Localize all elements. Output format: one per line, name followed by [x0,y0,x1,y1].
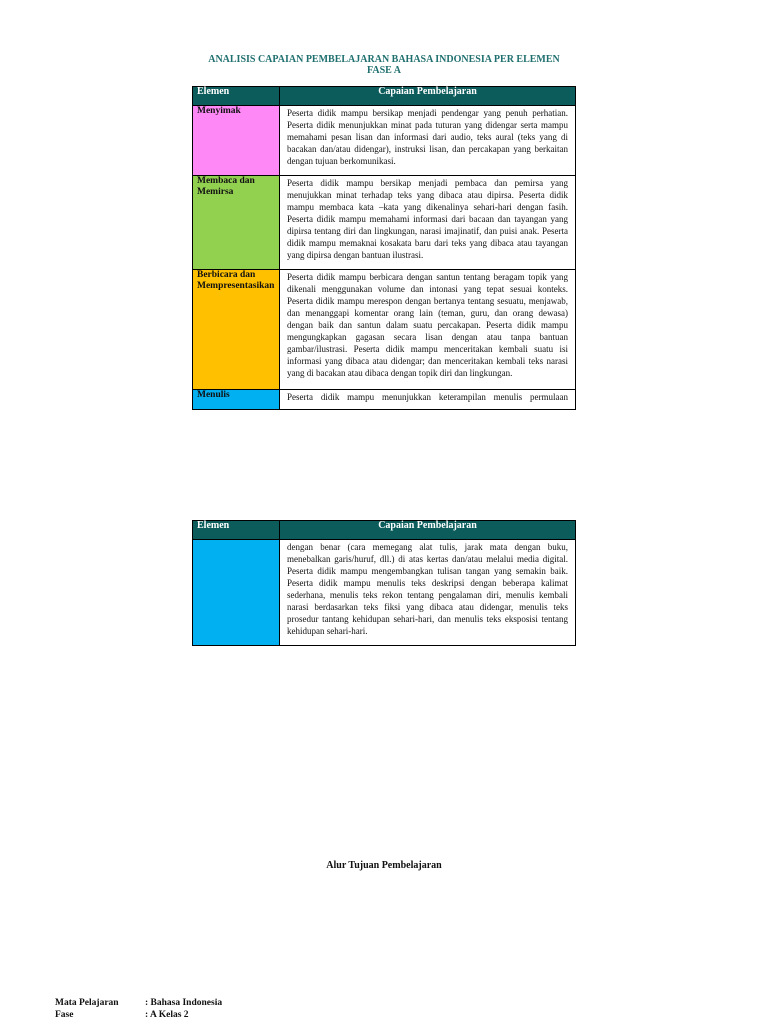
elemen-cell-membaca: Membaca dan Memirsa [193,176,280,270]
meta-value: : A Kelas 2 [145,1010,189,1020]
table-row [193,390,576,410]
meta-row-fase [55,1010,189,1020]
header-elemen: Elemen [193,87,280,106]
table-row [193,270,576,390]
header-capaian: Capaian Pembelajaran [280,521,576,540]
meta-label: Mata Pelajaran [55,998,119,1008]
meta-label: Fase [55,1010,74,1020]
capaian-cell-menyimak: Peserta didik mampu bersikap menjadi pendengar yang penuh perhatian. Peserta didik menunjukkan minat pada tuturan yang didengar serta mampu memahami pesan lisan dan informasi dari audio, teks aural (teks yang di bacakan dan/atau didengar), instruksi lisan, dan percakapan yang berkaitan dengan tujuan berkomunikasi. [280,106,576,176]
title-line-2: FASE A [367,65,401,76]
header-capaian: Capaian Pembelajaran [280,87,576,106]
table-row [193,176,576,270]
title-line-1: ANALISIS CAPAIAN PEMBELAJARAN BAHASA INDONESIA PER ELEMEN [208,54,560,65]
document-title [0,54,768,76]
table-row [193,106,576,176]
table-row [193,540,576,646]
capaian-table-continued [192,520,576,646]
capaian-cell-berbicara: Peserta didik mampu berbicara dengan santun tentang beragam topik yang dikenali menggunakan volume dan intonasi yang tepat sesuai konteks. Peserta didik mampu merespon dengan bertanya tentang sesuatu, menjawab, dan menanggapi komentar orang lain (teman, guru, dan orang dewasa) dengan baik dan santun dalam suatu percakapan. Peserta didik mampu mengungkapkan gagasan secara lisan dengan atau tanpa bantuan gambar/ilustrasi. Peserta didik mampu menceritakan kembali suatu isi informasi yang dibaca atau didengar; dan menceritakan kembali teks narasi yang di bacakan atau dibaca dengan topik diri dan lingkungan. [280,270,576,390]
meta-value: : Bahasa Indonesia [145,998,223,1008]
capaian-cell-membaca: Peserta didik mampu bersikap menjadi pembaca dan pemirsa yang menujukkan minat terhadap teks yang dibaca atau dipirsa. Peserta didik mampu membaca kata –kata yang dikenalinya sehari-hari dengan fasih. Peserta didik mampu memahami informasi dari bacaan dan tayangan yang dipirsa tentang diri dan lingkungan, narasi imajinatif, dan puisi anak. Peserta didik mampu memaknai kosakata baru dari teks yang dibaca atau tayangan yang dipirsa dengan bantuan ilustrasi. [280,176,576,270]
capaian-table [192,86,576,410]
header-elemen: Elemen [193,521,280,540]
elemen-cell-menyimak: Menyimak [193,106,280,176]
meta-row-mata-pelajaran [55,998,222,1008]
capaian-cell-menulis: Peserta didik mampu menunjukkan keterampilan menulis permulaan [280,390,576,410]
table-header-row [193,521,576,540]
table-header-row [193,87,576,106]
elemen-cell-menulis-continued [193,540,280,646]
elemen-cell-menulis: Menulis [193,390,280,410]
section-subtitle: Alur Tujuan Pembelajaran [326,860,442,871]
elemen-cell-berbicara: Berbicara dan Mempresentasikan [193,270,280,390]
capaian-cell-menulis-continued: dengan benar (cara memegang alat tulis, jarak mata dengan buku, menebalkan garis/huruf, dll.) di atas kertas dan/atau melalui media digital. Peserta didik mampu mengembangkan tulisan tangan yang semakin baik. Peserta didik mampu menulis teks deskripsi dengan beberapa kalimat sederhana, menulis teks rekon tentang pengalaman diri, menulis kembali narasi berdasarkan teks fiksi yang dibaca atau didengar, menulis teks prosedur tantang kehidupan sehari-hari, dan menulis teks eksposisi tentang kehidupan sehari-hari. [280,540,576,646]
